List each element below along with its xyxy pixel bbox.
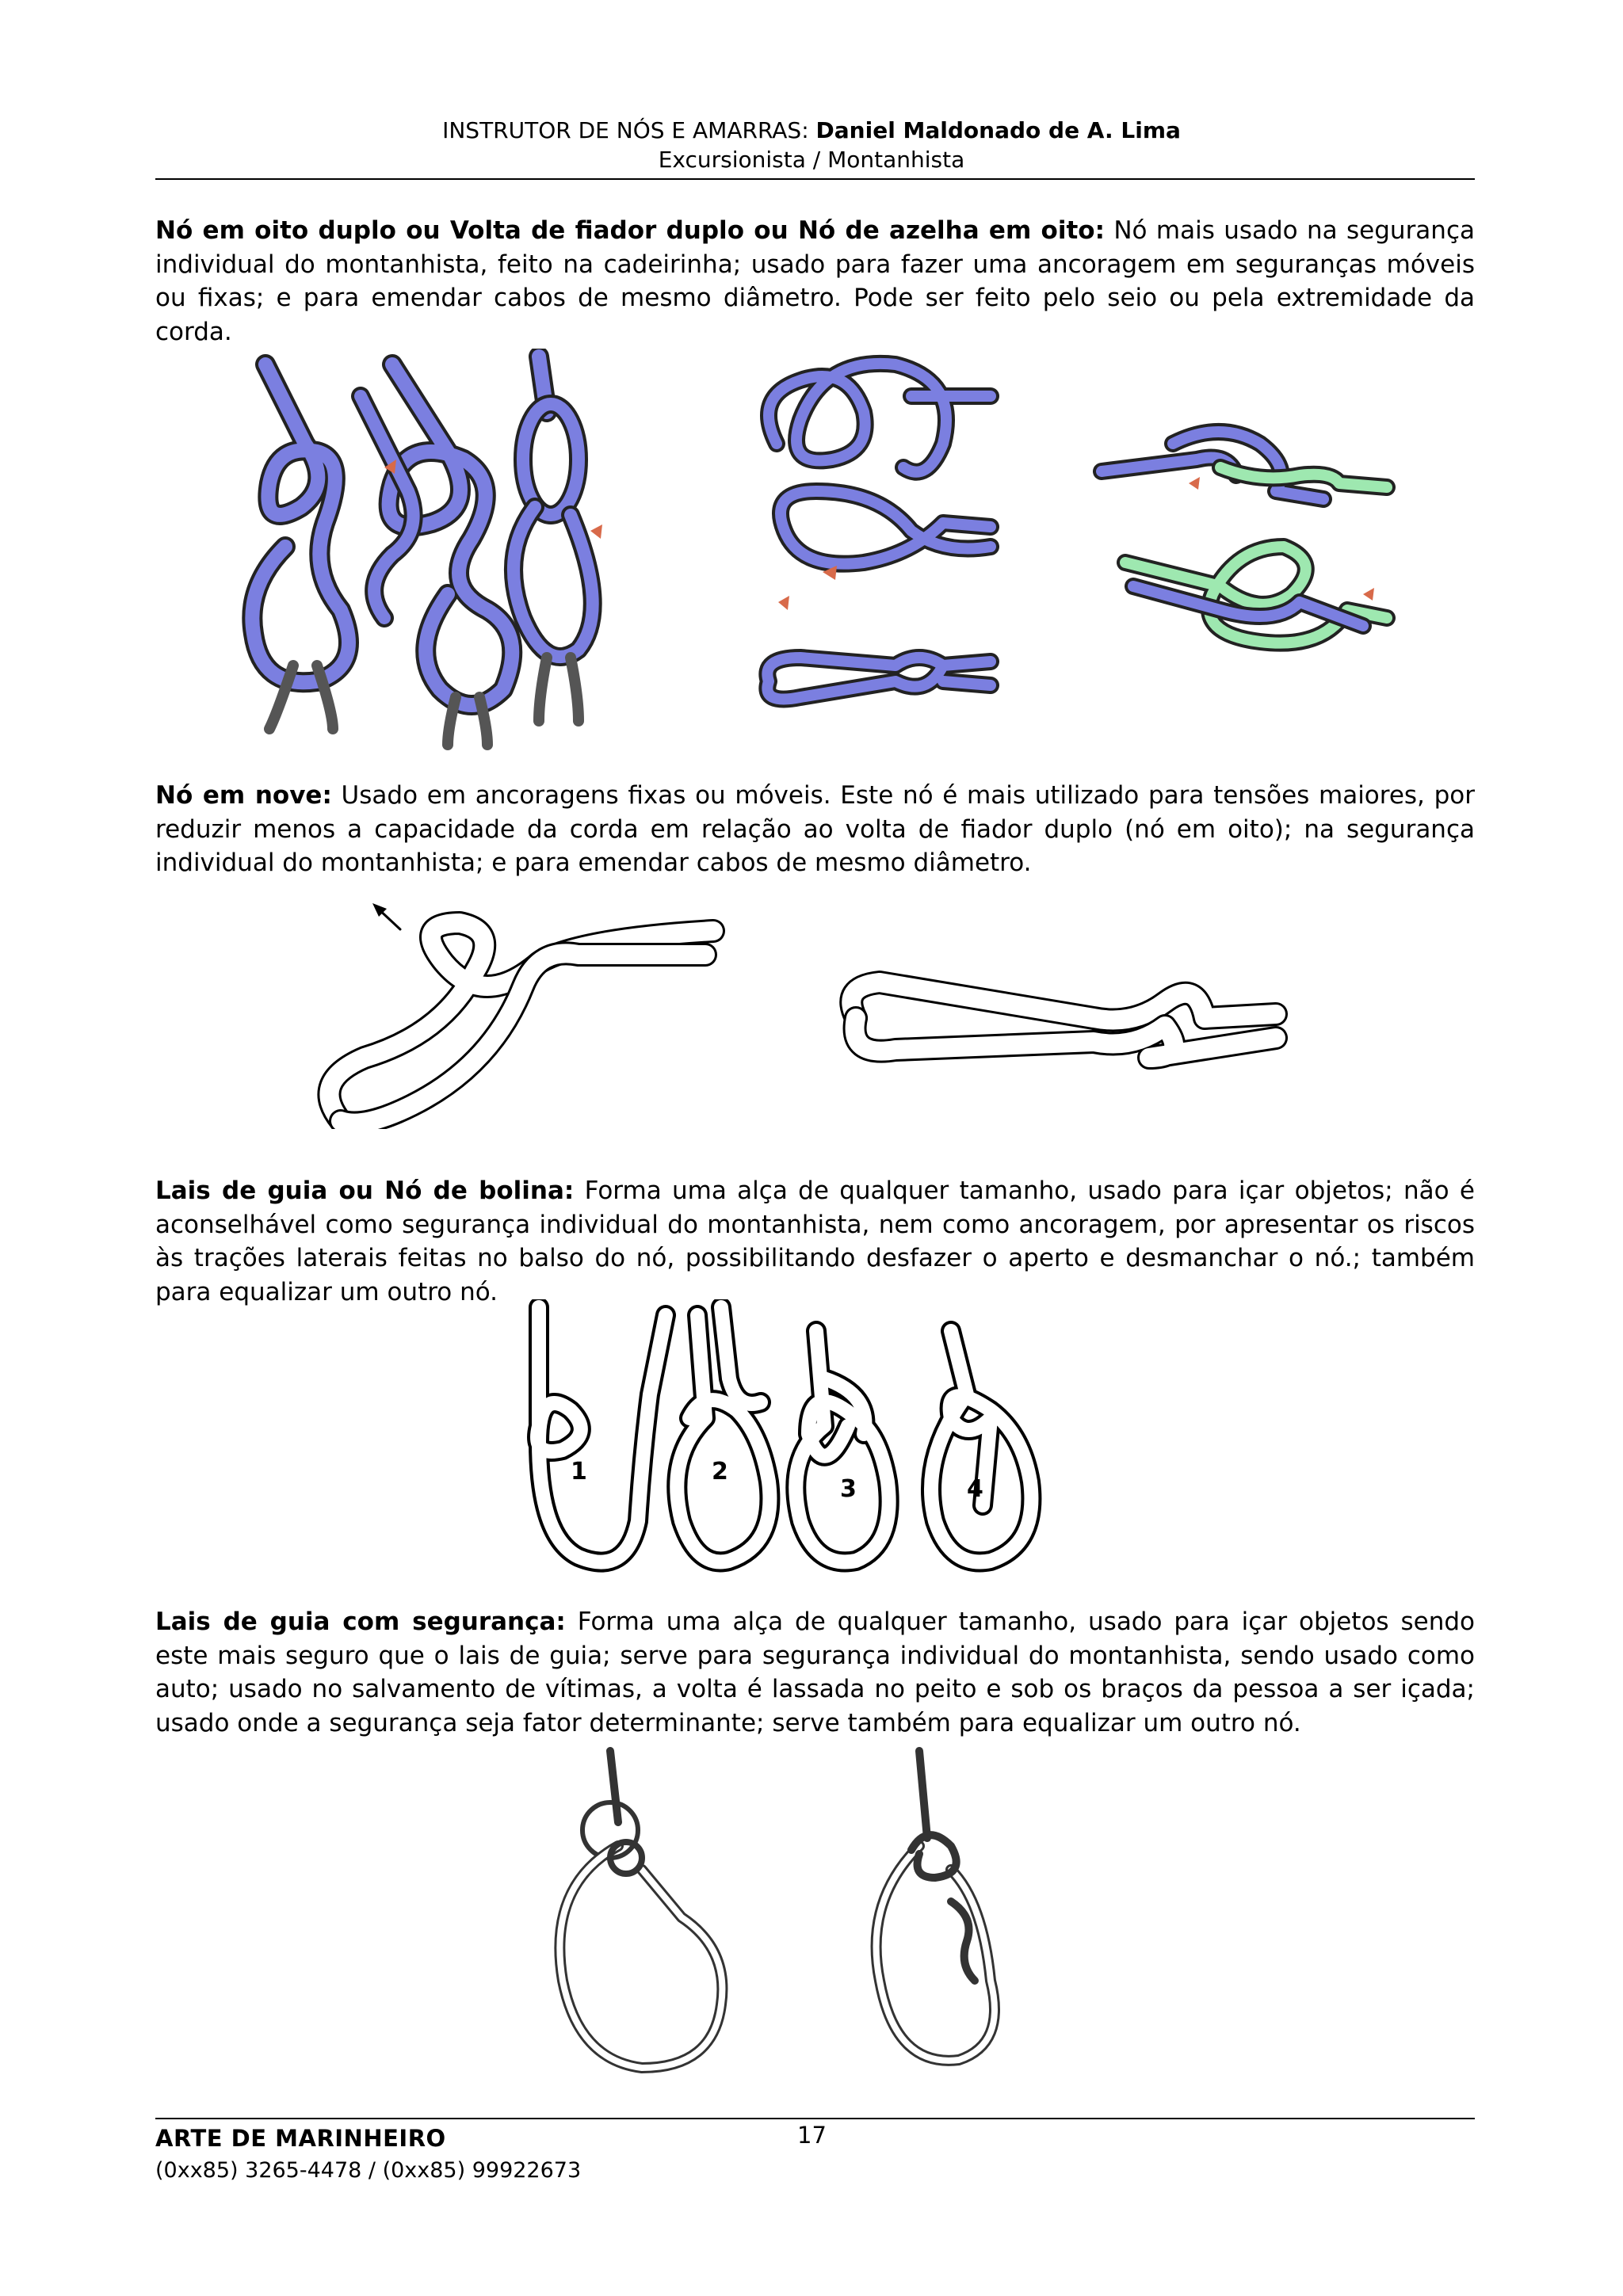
bowline-safety-loose [559,1751,722,2068]
figure-eight-step-1 [252,364,349,729]
header-author: Daniel Maldonado de A. Lima [815,117,1181,143]
section-title: Nó em oito duplo ou Volta de fiador duplo ou Nó de azelha em oito: [155,216,1105,245]
section-body: Nó mais usado na segurança individual do montanhista, feito na cadeirinha; usado para fazer uma ancoragem em seguranças móveis ou fixas; e para emendar cabos de mesmo diâmetro. Pode ser feito pelo seio ou pela extremidade da corda. [155,216,1475,346]
header-rule [155,178,1475,180]
figure-eight-join [1102,432,1387,643]
figure-eight-illustration [230,349,1450,769]
bowline-step-number: 1 [571,1458,587,1486]
header-subtitle: Excursionista / Montanhista [658,147,965,173]
section-bowline-safety [155,1605,1475,1740]
section-figure-eight [155,214,1475,349]
footer-rule [155,2118,1475,2119]
bowline-illustration [523,1299,1070,1577]
bowline-drawing [523,1299,1070,1577]
page-header [0,116,1623,145]
footer-title: ARTE DE MARINHEIRO [155,2125,446,2152]
figure-nine-tied [851,982,1276,1058]
bowline-step-number: 4 [967,1475,983,1503]
section-figure-nine [155,779,1475,880]
bowline-safety-tied [876,1751,995,2061]
bowline-step-number: 3 [840,1475,857,1503]
figure-nine-illustration [317,891,1323,1129]
header-prefix: INSTRUTOR DE NÓS E AMARRAS: [442,117,816,143]
figure-eight-step-2 [361,364,512,745]
section-bowline [155,1174,1475,1309]
page-number: 17 [797,2122,827,2149]
section-body: Forma uma alça de qualquer tamanho, usado para içar objetos sendo este mais seguro que o lais de guia; serve para segurança individual do montanhista, sendo usado como auto; usado no salvamento de vítimas, a volta é lassada no peito e sob os braços da pessoa a ser içada; usado onde a segurança seja fator determinante; serve também para equalizar um outro nó. [155,1608,1475,1737]
bowline-step-number: 2 [712,1458,728,1486]
figure-nine-loose [329,903,713,1123]
section-body: Usado em ancoragens fixas ou móveis. Este nó é mais utilizado para tensões maiores, por reduzir menos a capacidade da corda em relação ao volta de fiador duplo (nó em oito); na segurança individual do montanhista; e para emendar cabos de mesmo diâmetro. [155,781,1476,877]
section-title: Nó em nove: [155,781,332,810]
section-title: Lais de guia ou Nó de bolina: [155,1177,575,1205]
bowline-safety-illustration [515,1743,1149,2092]
figure-eight-horizontal [767,364,991,700]
footer-phone: (0xx85) 3265-4478 / (0xx85) 99922673 [155,2158,582,2183]
section-title: Lais de guia com segurança: [155,1608,566,1636]
section-body: Forma uma alça de qualquer tamanho, usado para içar objetos; não é aconselhável como segurança individual do montanhista, nem como ancoragem, por apresentar os riscos às trações laterais feitas no balso do nó, possibilitando desfazer o aperto e desmanchar o nó.; também para equalizar um outro nó. [155,1177,1475,1306]
figure-eight-step-3 [514,357,593,721]
